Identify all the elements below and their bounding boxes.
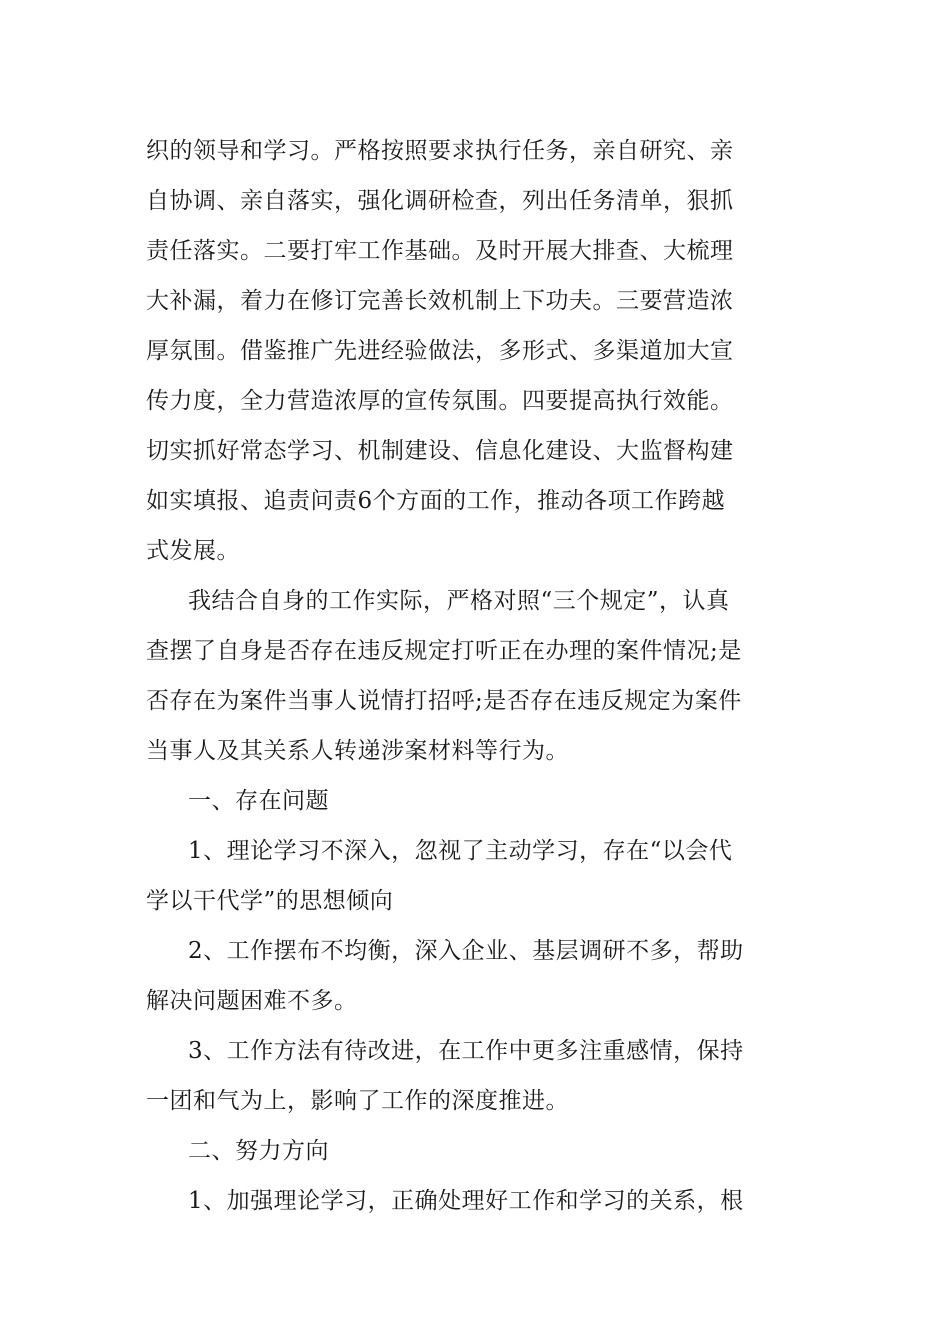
text-line: 解决问题困难不多。 (146, 988, 358, 1014)
list-item-line: 1、加强理论学习，正确处理好工作和学习的关系，根 (188, 1188, 744, 1214)
text-line: 一团和气为上，影响了工作的深度推进。 (146, 1088, 569, 1114)
text-line: 学以干代学”的思想倾向 (146, 888, 394, 914)
text-line: 切实抓好常态学习、机制建设、信息化建设、大监督构建 (146, 438, 734, 464)
text-line: 如实填报、追责问责6个方面的工作，推动各项工作跨越 (146, 488, 726, 514)
text-line: 大补漏，着力在修订完善长效机制上下功夫。三要营造浓 (146, 288, 734, 314)
paragraph-start-line: 我结合自身的工作实际，严格对照“三个规定”，认真 (188, 588, 730, 614)
text-line: 责任落实。二要打牢工作基础。及时开展大排查、大梳理 (146, 238, 734, 264)
section-heading-problems: 一、存在问题 (188, 788, 329, 814)
text-line: 自协调、亲自落实，强化调研检查，列出任务清单，狠抓 (146, 188, 734, 214)
text-line: 否存在为案件当事人说情打招呼;是否存在违反规定为案件 (146, 688, 742, 714)
text-line: 当事人及其关系人转递涉案材料等行为。 (146, 738, 569, 764)
text-line: 式发展。 (146, 538, 240, 564)
list-item-line: 3、工作方法有待改进，在工作中更多注重感情，保持 (188, 1038, 744, 1064)
list-item-line: 1、理论学习不深入，忽视了主动学习，存在“以会代 (188, 838, 733, 864)
text-line: 厚氛围。借鉴推广先进经验做法，多形式、多渠道加大宣 (146, 338, 734, 364)
text-line: 查摆了自身是否存在违反规定打听正在办理的案件情况;是 (146, 638, 742, 664)
text-line: 织的领导和学习。严格按照要求执行任务，亲自研究、亲 (146, 138, 734, 164)
section-heading-direction: 二、努力方向 (188, 1138, 329, 1164)
list-item-line: 2、工作摆布不均衡，深入企业、基层调研不多，帮助 (188, 938, 744, 964)
text-line: 传力度，全力营造浓厚的宣传氛围。四要提高执行效能。 (146, 388, 734, 414)
